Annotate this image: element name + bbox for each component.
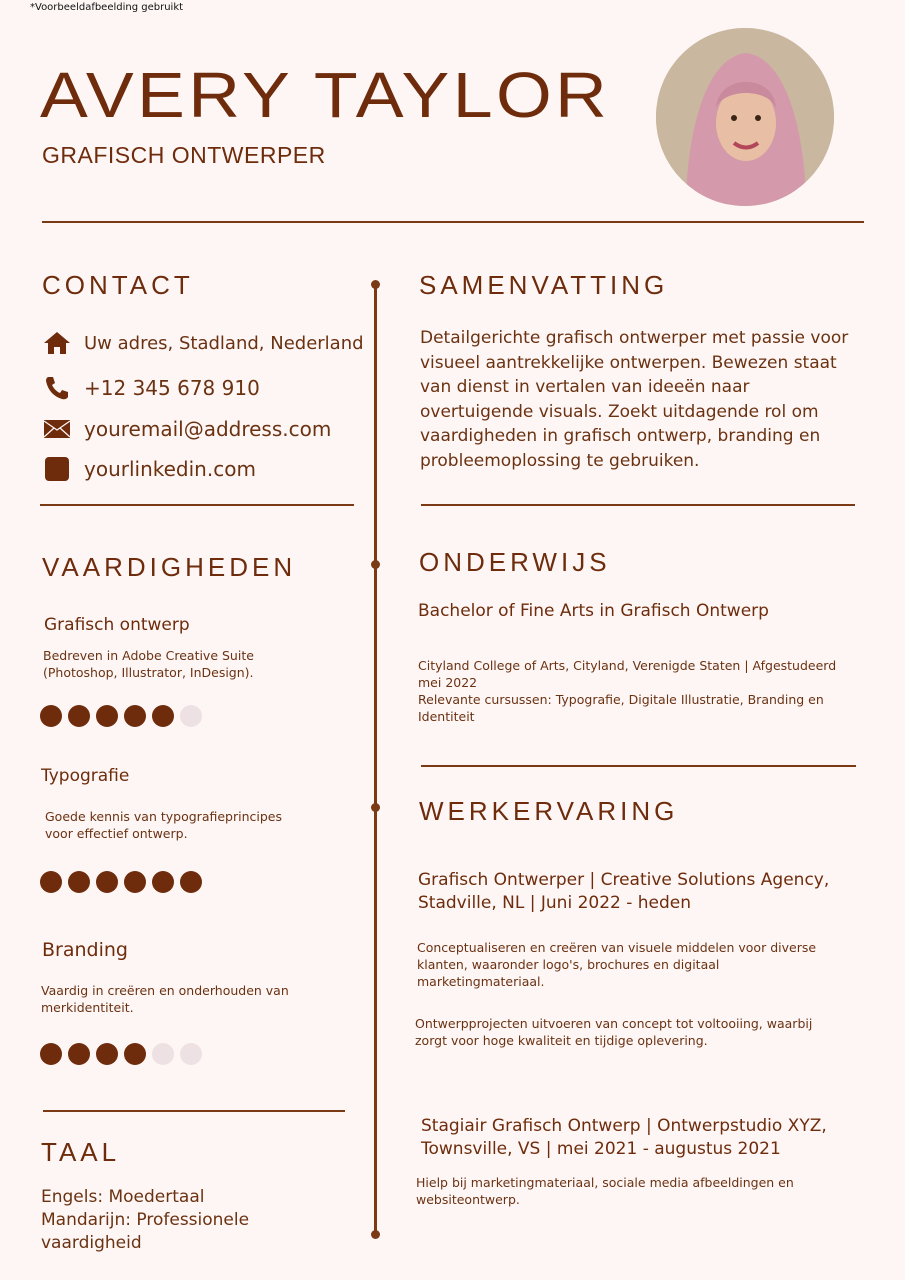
rating-dot-filled <box>40 705 62 727</box>
contact-phone: +12 345 678 910 <box>44 375 260 401</box>
summary-text: Detailgerichte grafisch ontwerper met passie voor visueel aantrekkelijke ontwerpen. Bewezen staat van dienst in vertalen van ideeën naar overtuigende visuals. Zoekt uitdagende rol om vaardigheden in grafisch ontwerp, branding en probleemoplossing te gebruiken. <box>420 328 849 471</box>
job-title: Stagiair Grafisch Ontwerp | Ontwerpstudio XYZ, Townsville, VS | mei 2021 - augustus 2021 <box>421 1116 827 1159</box>
sample-image-note: *Voorbeeldafbeelding gebruikt <box>30 2 184 13</box>
rating-dot-filled <box>68 705 90 727</box>
language-item: Engels: Moedertaal <box>41 1187 205 1207</box>
job-bullet: Conceptualiseren en creëren van visuele middelen voor diverse klanten, waaronder logo's, brochures en digitaal marketingmateriaal. <box>417 940 817 989</box>
rating-dot-filled <box>124 871 146 893</box>
divider <box>43 1110 345 1112</box>
timeline-dot <box>371 1230 380 1239</box>
divider <box>421 504 855 506</box>
linkedin-icon <box>44 456 70 482</box>
rating-dot-filled <box>124 705 146 727</box>
skill-desc: Vaardig in creëren en onderhouden van merkidentiteit. <box>41 983 289 1015</box>
rating-dot-empty <box>152 1043 174 1065</box>
language-list <box>41 1186 271 1255</box>
timeline-dot <box>371 280 380 289</box>
courses: Relevante cursussen: Typografie, Digitale Illustratie, Branding en Identiteit <box>418 692 824 724</box>
divider <box>40 504 354 506</box>
skill-rating <box>40 705 202 727</box>
skill-rating <box>40 871 202 893</box>
education-heading: ONDERWIJS <box>419 547 611 577</box>
skill-desc: Goede kennis van typografieprincipes voor effectief ontwerp. <box>45 809 282 841</box>
rating-dot-filled <box>124 1043 146 1065</box>
rating-dot-filled <box>40 871 62 893</box>
home-icon <box>44 330 70 356</box>
rating-dot-filled <box>96 1043 118 1065</box>
skill-name: Branding <box>42 939 128 961</box>
candidate-name: AVERY TAYLOR <box>40 59 611 131</box>
divider <box>421 765 856 767</box>
job-bullet: Hielp bij marketingmateriaal, sociale media afbeeldingen en websiteontwerp. <box>416 1175 794 1207</box>
skill-name: Typografie <box>41 766 130 786</box>
rating-dot-empty <box>180 705 202 727</box>
contact-linkedin: yourlinkedin.com <box>44 456 256 482</box>
skill-rating <box>40 1043 202 1065</box>
skill-desc: Bedreven in Adobe Creative Suite (Photoshop, Illustrator, InDesign). <box>43 648 254 680</box>
summary-heading: SAMENVATTING <box>419 270 669 300</box>
job-bullet: Ontwerpprojecten uitvoeren van concept tot voltooiing, waarbij zorgt voor hoge kwaliteit en tijdige oplevering. <box>415 1016 813 1048</box>
rating-dot-filled <box>152 871 174 893</box>
profile-photo <box>656 28 834 206</box>
timeline-dot <box>371 803 380 812</box>
rating-dot-filled <box>40 1043 62 1065</box>
rating-dot-filled <box>96 871 118 893</box>
skills-heading: VAARDIGHEDEN <box>42 552 297 582</box>
language-heading: TAAL <box>41 1137 121 1167</box>
degree: Bachelor of Fine Arts in Grafisch Ontwerp <box>418 601 769 621</box>
timeline-line <box>374 284 377 1236</box>
experience-heading: WERKERVARING <box>419 796 679 826</box>
mail-icon <box>44 416 70 442</box>
rating-dot-filled <box>68 1043 90 1065</box>
candidate-role: GRAFISCH ONTWERPER <box>42 142 326 168</box>
timeline-dot <box>371 560 380 569</box>
rating-dot-filled <box>180 871 202 893</box>
job-title: Grafisch Ontwerper | Creative Solutions Agency, Stadville, NL | Juni 2022 - heden <box>418 870 830 913</box>
rating-dot-empty <box>180 1043 202 1065</box>
contact-email: youremail@address.com <box>44 416 331 442</box>
school: Cityland College of Arts, Cityland, Verenigde Staten | Afgestudeerd mei 2022 <box>418 658 837 690</box>
rating-dot-filled <box>96 705 118 727</box>
phone-icon <box>44 375 70 401</box>
language-item: Mandarijn: Professionele vaardigheid <box>41 1210 250 1253</box>
header-divider <box>42 221 864 223</box>
rating-dot-filled <box>152 705 174 727</box>
contact-heading: CONTACT <box>42 270 194 300</box>
rating-dot-filled <box>68 871 90 893</box>
skill-name: Grafisch ontwerp <box>44 615 190 635</box>
contact-address: Uw adres, Stadland, Nederland <box>44 330 364 356</box>
